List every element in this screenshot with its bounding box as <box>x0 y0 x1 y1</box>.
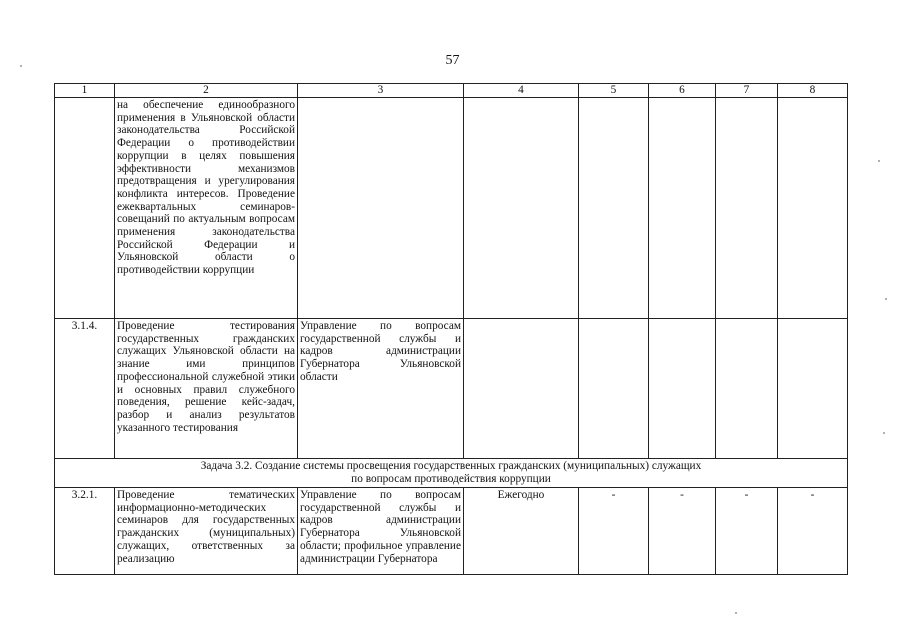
cell-col-5: - <box>579 488 649 575</box>
cell-col-6 <box>649 98 716 319</box>
cell-responsible: Управление по вопросам государственной службы и кадров администрации Губернатора Ульяновской области; профильное управление администрации Губернатора <box>298 488 464 575</box>
header-col-7: 7 <box>716 84 778 98</box>
cell-col-8 <box>778 98 848 319</box>
scan-speck <box>20 65 22 67</box>
cell-num: 3.1.4. <box>55 319 115 459</box>
cell-responsible: Управление по вопросам государственной службы и кадров администрации Губернатора Ульяновской области <box>298 319 464 459</box>
header-col-5: 5 <box>579 84 649 98</box>
cell-measure-text: Проведение тестирования государственных гражданских служащих Ульяновской области на знание ими принципов профессиональной служебной этики и основных правил служебного поведения, решение кейс-задач, разбор и анализ результатов указанного тестирования <box>115 319 298 459</box>
table-row-continuation <box>55 98 848 319</box>
header-col-8: 8 <box>778 84 848 98</box>
cell-measure-text: на обеспечение единообразного применения в Ульяновской области законодательства Российской Федерации о противодействии коррупции в целях повышения эффективности механизмов предотвращения и урегулирования конфликта интересов. Проведение ежеквартальных семинаров-совещаний по актуальным вопросам применения законодательства Российской Федерации и Ульяновской области о противодействии коррупции <box>115 98 298 319</box>
header-col-1: 1 <box>55 84 115 98</box>
cell-num: 3.2.1. <box>55 488 115 575</box>
cell-num <box>55 98 115 319</box>
scan-speck <box>735 612 737 614</box>
scan-speck <box>885 298 887 300</box>
cell-period <box>464 98 579 319</box>
cell-col-5 <box>579 319 649 459</box>
cell-col-6 <box>649 319 716 459</box>
header-col-6: 6 <box>649 84 716 98</box>
task-heading-line-2: по вопросам противодействия коррупции <box>351 473 551 485</box>
cell-period: Ежегодно <box>464 488 579 575</box>
header-row <box>55 84 848 98</box>
task-heading <box>55 459 848 488</box>
task-heading-line-1: Задача 3.2. Создание системы просвещения государственных гражданских (муниципальных) служащих <box>200 460 702 472</box>
page-number: 57 <box>445 53 460 68</box>
cell-col-6: - <box>649 488 716 575</box>
cell-col-8: - <box>778 488 848 575</box>
table-row-task-3-2 <box>55 459 848 488</box>
cell-responsible <box>298 98 464 319</box>
scan-speck <box>883 432 885 434</box>
cell-col-5 <box>579 98 649 319</box>
cell-col-8 <box>778 319 848 459</box>
cell-period <box>464 319 579 459</box>
table-row-3-2-1 <box>55 488 848 575</box>
table-row-3-1-4 <box>55 319 848 459</box>
cell-measure-text: Проведение тематических информационно-методических семинаров для государственных гражданских (муниципальных) служащих, ответственных за реализацию <box>115 488 298 575</box>
header-col-2: 2 <box>115 84 298 98</box>
header-col-4: 4 <box>464 84 579 98</box>
scan-speck <box>878 160 880 162</box>
cell-col-7 <box>716 98 778 319</box>
activities-table <box>54 83 848 575</box>
cell-col-7: - <box>716 488 778 575</box>
cell-col-7 <box>716 319 778 459</box>
header-col-3: 3 <box>298 84 464 98</box>
